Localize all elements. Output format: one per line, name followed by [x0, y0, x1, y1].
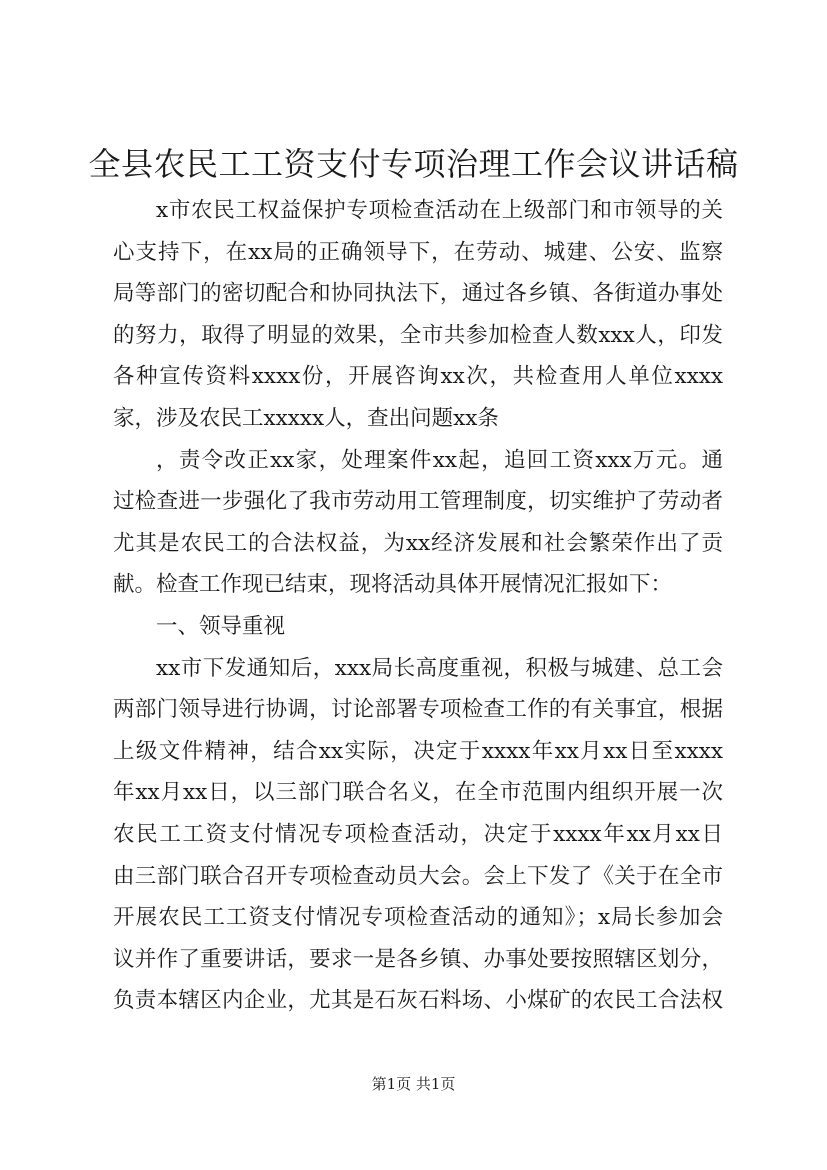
paragraph-line: 两部门领导进行协调，讨论部署专项检查工作的有关事宜，根据 [113, 697, 723, 723]
page-footer: 第1页 共1页 [371, 1075, 456, 1093]
document-title: 全县农民工工资支付专项治理工作会议讲话稿 [88, 145, 739, 183]
paragraph-line: 家，涉及农民工xxxxx人，查出问题xx条 [113, 405, 499, 431]
paragraph-line: 局等部门的密切配合和协同执法下，通过各乡镇、各街道办事处 [113, 281, 723, 307]
paragraph-line: 负责本辖区内企业，尤其是石灰石料场、小煤矿的农民工合法权 [113, 988, 723, 1014]
paragraph-line: 尤其是农民工的合法权益，为xx经济发展和社会繁荣作出了贡 [113, 530, 723, 556]
paragraph-line: ，责令改正xx家，处理案件xx起，追回工资xxx万元。通 [156, 447, 723, 473]
document-body [113, 190, 723, 1022]
section-heading: 一、领导重视 [156, 613, 286, 639]
paragraph-line: xx市下发通知后，xxx局长高度重视，积极与城建、总工会 [156, 655, 723, 681]
paragraph-line: 过检查进一步强化了我市劳动用工管理制度，切实维护了劳动者 [113, 489, 723, 515]
paragraph-line: 各种宣传资料xxxx份，开展咨询xx次，共检查用人单位xxxx [113, 364, 723, 390]
paragraph-line: 献。检查工作现已结束，现将活动具体开展情况汇报如下： [113, 572, 673, 598]
paragraph-line: 农民工工资支付情况专项检查活动，决定于xxxx年xx月xx日 [113, 821, 723, 847]
paragraph-line: 年xx月xx日，以三部门联合名义，在全市范围内组织开展一次 [113, 780, 723, 806]
paragraph-line: 由三部门联合召开专项检查动员大会。会上下发了《关于在全市 [113, 863, 723, 889]
paragraph-line: 心支持下，在xx局的正确领导下，在劳动、城建、公安、监察 [113, 239, 723, 265]
paragraph-line: 议并作了重要讲话，要求一是各乡镇、办事处要按照辖区划分， [113, 946, 723, 972]
paragraph-line: 上级文件精神，结合xx实际，决定于xxxx年xx月xx日至xxxx [113, 738, 723, 764]
paragraph-line: 的努力，取得了明显的效果，全市共参加检查人数xxx人，印发 [113, 322, 723, 348]
paragraph-line: 开展农民工工资支付情况专项检查活动的通知》；x局长参加会 [113, 905, 723, 931]
paragraph-line: x市农民工权益保护专项检查活动在上级部门和市领导的关 [156, 198, 723, 223]
